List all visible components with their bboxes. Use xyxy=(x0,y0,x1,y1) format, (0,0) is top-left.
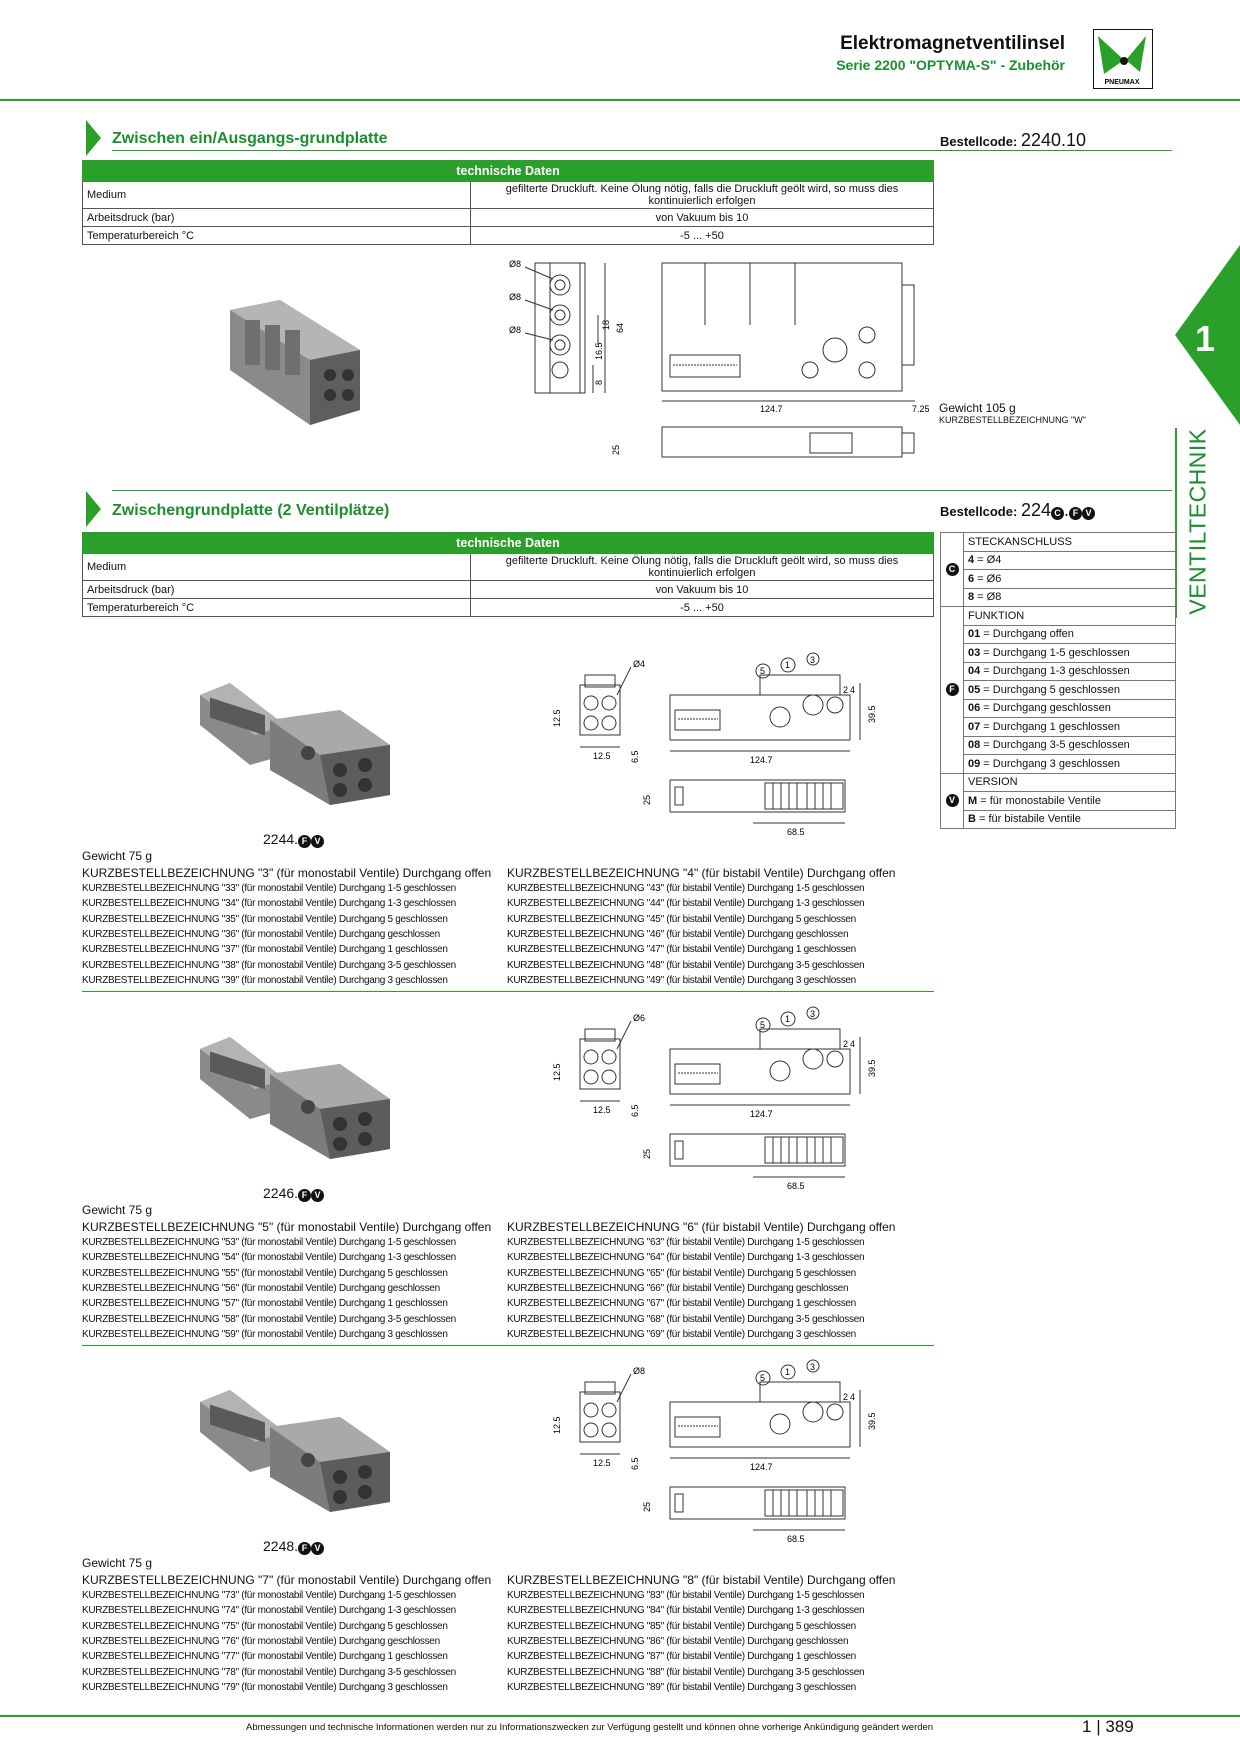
dim-25: 25 xyxy=(611,444,621,455)
sym-f-icon: F xyxy=(946,683,959,696)
section1-title: Zwischen ein/Ausgangs-grundplatte xyxy=(112,130,388,147)
options-table: C STECKANSCHLUSS 4 = Ø4 6 = Ø6 8 = Ø8 F FUNKTION 01 = Durchgang offen 03 = Durchgang 1-5 geschlossen 04 = Durchgang 1-3 geschlossen 05 = Durchgang 5 geschlossen 06 = Durchgang geschlossen 07 = Durchgang 1 geschlossen 08 = Durchgang 3-5 geschlossen 09 = Durchgang 3 geschlossen V VERSION M = für monostabile Ventile B = für bistabile Ventile xyxy=(940,532,1176,829)
dim-diam-3: Ø8 xyxy=(509,325,522,335)
sym-v-icon: V xyxy=(1082,507,1095,520)
product-photo-variant xyxy=(190,1019,400,1164)
bi-code-row: KURZBESTELLBEZEICHNUNG "46" (für bistabil Ventile) Durchgang geschlossen xyxy=(507,928,849,940)
dim-diameter: Ø8 xyxy=(633,1366,646,1376)
mono-code-row: KURZBESTELLBEZEICHNUNG "54" (für monostabil Ventile) Durchgang 1-3 geschlossen xyxy=(82,1252,456,1264)
dim-6-5: 6.5 xyxy=(630,750,640,763)
mono-code-row: KURZBESTELLBEZEICHNUNG "36" (für monostabil Ventile) Durchgang geschlossen xyxy=(82,928,440,940)
sym-c-icon: C xyxy=(946,563,959,576)
port-1: 1 xyxy=(785,660,791,670)
dim-64: 64 xyxy=(615,322,625,333)
dim-12-5-h: 12.5 xyxy=(593,1458,611,1468)
mono-code-row: KURZBESTELLBEZEICHNUNG "73" (für monostabil Ventile) Durchgang 1-5 geschlossen xyxy=(82,1590,456,1601)
variant-weight: Gewicht 75 g xyxy=(82,1556,153,1570)
product-photo-variant xyxy=(190,665,400,810)
dim-25: 25 xyxy=(642,794,652,805)
port-4: 4 xyxy=(850,1392,856,1402)
dim-25: 25 xyxy=(642,1148,652,1159)
section1-order-code: Bestellcode: 2240.10 xyxy=(940,130,1087,150)
bi-code-row: KURZBESTELLBEZEICHNUNG "48" (für bistabil Ventile) Durchgang 3-5 geschlossen xyxy=(507,959,865,971)
port-1: 1 xyxy=(785,1367,791,1377)
dim-68-5: 68.5 xyxy=(787,827,805,837)
list-item: M = für monostabile Ventile xyxy=(941,792,1176,811)
product-photo-2240 xyxy=(220,290,370,440)
table-row: Temperaturbereich °C -5 ... +50 xyxy=(83,599,934,617)
table-row: Arbeitsdruck (bar) von Vakuum bis 10 xyxy=(83,209,934,227)
mono-code-row: KURZBESTELLBEZEICHNUNG "74" (für monostabil Ventile) Durchgang 1-3 geschlossen xyxy=(82,1605,456,1617)
variant-code: 2244. F V xyxy=(263,831,324,848)
port-1: 1 xyxy=(785,1014,791,1024)
mono-code-row: KURZBESTELLBEZEICHNUNG "38" (für monostabil Ventile) Durchgang 3-5 geschlossen xyxy=(82,959,456,971)
mono-head: KURZBESTELLBEZEICHNUNG "5" (für monostabil Ventile) Durchgang offen xyxy=(82,1220,492,1234)
dim-diameter: Ø6 xyxy=(633,1013,646,1023)
dim-124-7: 124.7 xyxy=(750,1462,773,1472)
port-5: 5 xyxy=(760,1373,766,1383)
bi-code-row: KURZBESTELLBEZEICHNUNG "69" (für bistabil Ventile) Durchgang 3 geschlossen xyxy=(507,1328,856,1340)
mono-code-row: KURZBESTELLBEZEICHNUNG "35" (für monostabil Ventile) Durchgang 5 geschlossen xyxy=(82,913,448,925)
mono-code-row: KURZBESTELLBEZEICHNUNG "75" (für monostabil Ventile) Durchgang 5 geschlossen xyxy=(82,1620,448,1632)
footer-rule xyxy=(0,1715,1240,1717)
port-4: 4 xyxy=(850,685,856,695)
port-2: 2 xyxy=(843,685,849,695)
list-item: 6 = Ø6 xyxy=(941,570,1176,589)
variant-dimension-drawing xyxy=(545,1362,890,1552)
list-item: 8 = Ø8 xyxy=(941,588,1176,607)
port-5: 5 xyxy=(760,666,766,676)
dim-6-5: 6.5 xyxy=(630,1104,640,1117)
dim-7-25: 7.25 xyxy=(912,404,930,414)
bi-head: KURZBESTELLBEZEICHNUNG "8" (für bistabil Ventile) Durchgang offen xyxy=(507,1573,896,1587)
bi-head: KURZBESTELLBEZEICHNUNG "4" (für bistabil Ventile) Durchgang offen xyxy=(507,866,896,880)
bi-code-row: KURZBESTELLBEZEICHNUNG "65" (für bistabil Ventile) Durchgang 5 geschlossen xyxy=(507,1267,856,1279)
list-item: 05 = Durchgang 5 geschlossen xyxy=(941,681,1176,700)
variant-dimension-drawing xyxy=(545,1009,890,1199)
sym-f-icon: F xyxy=(298,1542,311,1555)
mono-code-row: KURZBESTELLBEZEICHNUNG "57" (für monostabil Ventile) Durchgang 1 geschlossen xyxy=(82,1298,448,1310)
port-3: 3 xyxy=(810,1009,816,1019)
variant-weight: Gewicht 75 g xyxy=(82,849,153,863)
list-item: 06 = Durchgang geschlossen xyxy=(941,699,1176,718)
bi-code-row: KURZBESTELLBEZEICHNUNG "68" (für bistabil Ventile) Durchgang 3-5 geschlossen xyxy=(507,1313,865,1325)
bi-code-row: KURZBESTELLBEZEICHNUNG "49" (für bistabil Ventile) Durchgang 3 geschlossen xyxy=(507,974,856,986)
section1-short-code: KURZBESTELLBEZEICHNUNG "W" xyxy=(939,415,1086,425)
variant-rule xyxy=(82,1345,934,1346)
dim-18: 18 xyxy=(601,319,611,330)
dim-39-5: 39.5 xyxy=(867,705,877,723)
dim-124-7: 124.7 xyxy=(750,1109,773,1119)
dim-12-5-v: 12.5 xyxy=(552,709,562,727)
dim-16-5: 16.5 xyxy=(594,342,604,360)
section1-weight: Gewicht 105 g xyxy=(939,401,1016,415)
sym-v-icon: V xyxy=(311,1542,324,1555)
chapter-label: VENTILTECHNIK xyxy=(1184,428,1211,615)
bi-code-row: KURZBESTELLBEZEICHNUNG "83" (für bistabil Ventile) Durchgang 1-5 geschlossen xyxy=(507,1590,865,1601)
port-3: 3 xyxy=(810,1362,816,1372)
dim-diameter: Ø4 xyxy=(633,659,646,669)
mono-code-row: KURZBESTELLBEZEICHNUNG "56" (für monostabil Ventile) Durchgang geschlossen xyxy=(82,1282,440,1294)
bi-code-row: KURZBESTELLBEZEICHNUNG "63" (für bistabil Ventile) Durchgang 1-5 geschlossen xyxy=(507,1237,865,1248)
mono-code-row: KURZBESTELLBEZEICHNUNG "79" (für monostabil Ventile) Durchgang 3 geschlossen xyxy=(82,1681,448,1693)
list-item: 4 = Ø4 xyxy=(941,551,1176,570)
mono-code-row: KURZBESTELLBEZEICHNUNG "78" (für monostabil Ventile) Durchgang 3-5 geschlossen xyxy=(82,1666,456,1678)
sym-f-icon: F xyxy=(1069,507,1082,520)
sym-f-icon: F xyxy=(298,1189,311,1202)
list-item: 07 = Durchgang 1 geschlossen xyxy=(941,718,1176,737)
section-arrow-icon xyxy=(86,491,101,527)
sym-f-icon: F xyxy=(298,835,311,848)
chapter-number: 1 xyxy=(1195,318,1216,359)
page-title: Elektromagnetventilinsel xyxy=(840,33,1065,54)
bi-code-row: KURZBESTELLBEZEICHNUNG "47" (für bistabil Ventile) Durchgang 1 geschlossen xyxy=(507,944,856,956)
section2-tech-table xyxy=(82,532,934,617)
tech-table-header: technische Daten xyxy=(83,533,934,554)
bi-code-row: KURZBESTELLBEZEICHNUNG "44" (für bistabil Ventile) Durchgang 1-3 geschlossen xyxy=(507,898,865,910)
mono-code-row: KURZBESTELLBEZEICHNUNG "58" (für monostabil Ventile) Durchgang 3-5 geschlossen xyxy=(82,1313,456,1325)
dim-12-5-v: 12.5 xyxy=(552,1416,562,1434)
dim-124-7: 124.7 xyxy=(760,404,783,414)
variant-weight: Gewicht 75 g xyxy=(82,1203,153,1217)
page-number: 1 | 389 xyxy=(1082,1717,1134,1736)
mono-code-row: KURZBESTELLBEZEICHNUNG "39" (für monostabil Ventile) Durchgang 3 geschlossen xyxy=(82,974,448,986)
section2-title: Zwischengrundplatte (2 Ventilplätze) xyxy=(112,502,390,519)
dim-124-7: 124.7 xyxy=(750,755,773,765)
mono-code-row: KURZBESTELLBEZEICHNUNG "77" (für monostabil Ventile) Durchgang 1 geschlossen xyxy=(82,1651,448,1663)
dim-68-5: 68.5 xyxy=(787,1534,805,1544)
port-2: 2 xyxy=(843,1392,849,1402)
mono-code-row: KURZBESTELLBEZEICHNUNG "76" (für monostabil Ventile) Durchgang geschlossen xyxy=(82,1635,440,1647)
mono-code-row: KURZBESTELLBEZEICHNUNG "34" (für monostabil Ventile) Durchgang 1-3 geschlossen xyxy=(82,898,456,910)
bi-code-row: KURZBESTELLBEZEICHNUNG "89" (für bistabil Ventile) Durchgang 3 geschlossen xyxy=(507,1681,856,1693)
mono-code-row: KURZBESTELLBEZEICHNUNG "53" (für monostabil Ventile) Durchgang 1-5 geschlossen xyxy=(82,1237,456,1248)
list-item: 09 = Durchgang 3 geschlossen xyxy=(941,755,1176,774)
dim-6-5: 6.5 xyxy=(630,1457,640,1470)
bi-code-row: KURZBESTELLBEZEICHNUNG "45" (für bistabil Ventile) Durchgang 5 geschlossen xyxy=(507,913,856,925)
dim-39-5: 39.5 xyxy=(867,1412,877,1430)
table-row: Medium gefilterte Druckluft. Keine Ölung nötig, falls die Druckluft geölt wird, so muss dies kontinuierlich erfolgen xyxy=(83,554,934,581)
bi-code-row: KURZBESTELLBEZEICHNUNG "84" (für bistabil Ventile) Durchgang 1-3 geschlossen xyxy=(507,1605,865,1617)
section2-rule xyxy=(112,490,1172,491)
bi-code-row: KURZBESTELLBEZEICHNUNG "43" (für bistabil Ventile) Durchgang 1-5 geschlossen xyxy=(507,883,865,894)
port-3: 3 xyxy=(810,655,816,665)
port-5: 5 xyxy=(760,1020,766,1030)
variant-dimension-drawing xyxy=(545,655,890,845)
footer-disclaimer: Abmessungen und technische Informationen werden nur zu Informationszwecken zur Verfügung gestellt und können ohne vorherige Ankündigung geändert werden xyxy=(246,1722,934,1733)
list-item: 08 = Durchgang 3-5 geschlossen xyxy=(941,736,1176,755)
list-item: 04 = Durchgang 1-3 geschlossen xyxy=(941,662,1176,681)
bi-code-row: KURZBESTELLBEZEICHNUNG "86" (für bistabil Ventile) Durchgang geschlossen xyxy=(507,1635,849,1647)
sym-v-icon: V xyxy=(311,835,324,848)
dim-25: 25 xyxy=(642,1501,652,1512)
table-row: Temperaturbereich °C -5 ... +50 xyxy=(83,227,934,245)
section2-order-code: Bestellcode: 224 C . F V xyxy=(940,500,1095,521)
dim-12-5-h: 12.5 xyxy=(593,1105,611,1115)
bi-code-row: KURZBESTELLBEZEICHNUNG "67" (für bistabil Ventile) Durchgang 1 geschlossen xyxy=(507,1298,856,1310)
section1-tech-table xyxy=(82,160,934,245)
dim-12-5-h: 12.5 xyxy=(593,751,611,761)
mono-head: KURZBESTELLBEZEICHNUNG "3" (für monostabil Ventile) Durchgang offen xyxy=(82,866,492,880)
dim-39-5: 39.5 xyxy=(867,1059,877,1077)
list-item: 01 = Durchgang offen xyxy=(941,625,1176,644)
product-photo-variant xyxy=(190,1372,400,1517)
sym-v-icon: V xyxy=(946,794,959,807)
bi-code-row: KURZBESTELLBEZEICHNUNG "85" (für bistabil Ventile) Durchgang 5 geschlossen xyxy=(507,1620,856,1632)
dim-12-5-v: 12.5 xyxy=(552,1063,562,1081)
header-rule xyxy=(0,99,1240,101)
dim-diam-2: Ø8 xyxy=(509,292,522,302)
list-item: B = für bistabile Ventile xyxy=(941,810,1176,829)
section-arrow-icon xyxy=(86,120,101,156)
tech-table-header: technische Daten xyxy=(83,161,934,182)
bi-head: KURZBESTELLBEZEICHNUNG "6" (für bistabil Ventile) Durchgang offen xyxy=(507,1220,896,1234)
sym-c-icon: C xyxy=(1051,507,1064,520)
table-row: Medium gefilterte Druckluft. Keine Ölung nötig, falls die Druckluft geölt wird, so muss dies kontinuierlich erfolgen xyxy=(83,182,934,209)
bi-code-row: KURZBESTELLBEZEICHNUNG "64" (für bistabil Ventile) Durchgang 1-3 geschlossen xyxy=(507,1252,865,1264)
table-row: Arbeitsdruck (bar) von Vakuum bis 10 xyxy=(83,581,934,599)
bi-code-row: KURZBESTELLBEZEICHNUNG "66" (für bistabil Ventile) Durchgang geschlossen xyxy=(507,1282,849,1294)
mono-code-row: KURZBESTELLBEZEICHNUNG "55" (für monostabil Ventile) Durchgang 5 geschlossen xyxy=(82,1267,448,1279)
port-2: 2 xyxy=(843,1039,849,1049)
dim-8: 8 xyxy=(594,379,604,385)
port-4: 4 xyxy=(850,1039,856,1049)
variant-code: 2248. F V xyxy=(263,1538,324,1555)
section1-dimension-drawing xyxy=(505,255,930,460)
mono-head: KURZBESTELLBEZEICHNUNG "7" (für monostabil Ventile) Durchgang offen xyxy=(82,1573,492,1587)
mono-code-row: KURZBESTELLBEZEICHNUNG "33" (für monostabil Ventile) Durchgang 1-5 geschlossen xyxy=(82,883,456,894)
mono-code-row: KURZBESTELLBEZEICHNUNG "37" (für monostabil Ventile) Durchgang 1 geschlossen xyxy=(82,944,448,956)
bi-code-row: KURZBESTELLBEZEICHNUNG "88" (für bistabil Ventile) Durchgang 3-5 geschlossen xyxy=(507,1666,865,1678)
bi-code-row: KURZBESTELLBEZEICHNUNG "87" (für bistabil Ventile) Durchgang 1 geschlossen xyxy=(507,1651,856,1663)
variant-rule xyxy=(82,991,934,992)
mono-code-row: KURZBESTELLBEZEICHNUNG "59" (für monostabil Ventile) Durchgang 3 geschlossen xyxy=(82,1328,448,1340)
dim-diam-1: Ø8 xyxy=(509,259,522,269)
sym-v-icon: V xyxy=(311,1189,324,1202)
dim-68-5: 68.5 xyxy=(787,1181,805,1191)
list-item: 03 = Durchgang 1-5 geschlossen xyxy=(941,644,1176,663)
pneumax-logo xyxy=(1093,29,1153,89)
page-subtitle: Serie 2200 "OPTYMA-S" - Zubehör xyxy=(836,57,1065,73)
logo-text: PNEUMAX xyxy=(1104,79,1140,86)
variant-code: 2246. F V xyxy=(263,1185,324,1202)
